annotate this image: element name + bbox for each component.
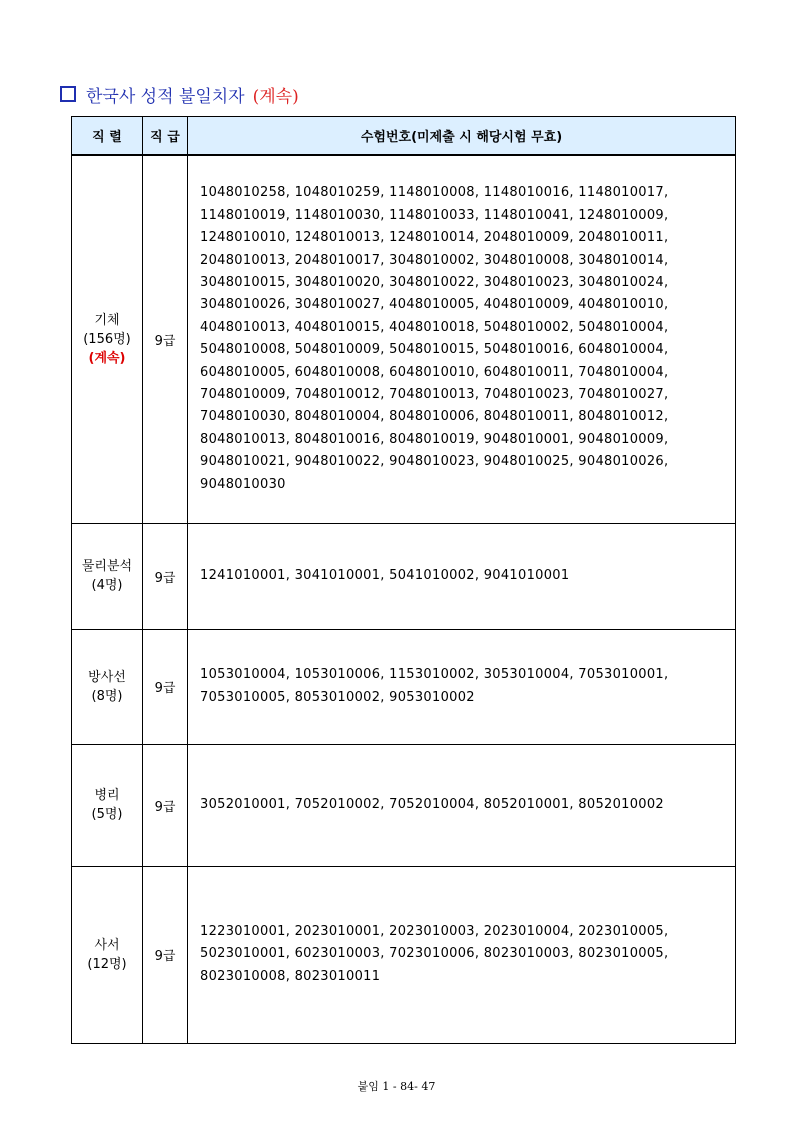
- numbers-line: 7048010009, 7048010012, 7048010013, 7048010023, 7048010027,: [200, 387, 669, 403]
- numbers-cell: [188, 523, 736, 629]
- numbers-line: 9048010021, 9048010022, 9048010023, 9048010025, 9048010026,: [200, 454, 669, 470]
- numbers-line: 8048010013, 8048010016, 8048010019, 9048010001, 9048010009,: [200, 431, 669, 447]
- job-count: (156명): [83, 331, 131, 347]
- numbers-cell: [188, 866, 736, 1043]
- numbers-line: 2048010013, 2048010017, 3048010002, 3048010008, 3048010014,: [200, 252, 669, 268]
- numbers-line: 3052010001, 7052010002, 7052010004, 8052010001, 8052010002: [200, 796, 665, 812]
- grade-cell: 9급: [143, 155, 188, 523]
- numbers-cell: [188, 629, 736, 744]
- table-row: [72, 523, 736, 629]
- job-count: (8명): [91, 688, 123, 704]
- numbers-line: 3048010015, 3048010020, 3048010022, 3048010023, 3048010024,: [200, 275, 669, 291]
- job-cell: [72, 744, 143, 866]
- checkbox-square-icon: [60, 86, 76, 102]
- table-row: [72, 155, 736, 523]
- job-name: 병리: [94, 788, 120, 803]
- numbers-line: 1223010001, 2023010001, 2023010003, 2023010004, 2023010005,: [200, 923, 669, 939]
- numbers-line: 1248010010, 1248010013, 1248010014, 2048010009, 2048010011,: [200, 230, 669, 246]
- job-cell: [72, 523, 143, 629]
- grade-cell: 9급: [143, 866, 188, 1043]
- heading-title: 한국사 성적 불일치자: [86, 86, 245, 107]
- numbers-line: 5023010001, 6023010003, 7023010006, 8023010003, 8023010005,: [200, 946, 669, 962]
- job-count: (4명): [91, 578, 123, 593]
- table-row: [72, 744, 736, 866]
- job-cell: [72, 866, 143, 1043]
- header-job: 직 렬: [72, 117, 143, 156]
- job-name: 방사선: [88, 669, 126, 685]
- job-continued-note: (계속): [88, 350, 126, 366]
- job-name: 사서: [94, 937, 120, 953]
- heading-continued: (계속): [252, 86, 299, 107]
- job-name: 물리분석: [81, 559, 133, 574]
- grade-cell: 9급: [143, 523, 188, 629]
- job-count: (12명): [87, 956, 127, 972]
- header-grade: 직 급: [143, 117, 188, 156]
- numbers-line: 8023010008, 8023010011: [200, 968, 381, 984]
- table-row: [72, 629, 736, 744]
- numbers-line: 9048010030: [200, 476, 286, 492]
- job-cell: [72, 629, 143, 744]
- numbers-line: 4048010013, 4048010015, 4048010018, 5048010002, 5048010004,: [200, 319, 669, 335]
- grade-cell: 9급: [143, 629, 188, 744]
- numbers-cell: [188, 744, 736, 866]
- numbers-line: 7048010030, 8048010004, 8048010006, 8048010011, 8048010012,: [200, 409, 669, 425]
- job-count: (5명): [91, 807, 123, 822]
- numbers-line: 1048010258, 1048010259, 1148010008, 1148010016, 1148010017,: [200, 185, 669, 201]
- numbers-line: 5048010008, 5048010009, 5048010015, 5048010016, 6048010004,: [200, 342, 669, 358]
- numbers-line: 7053010005, 8053010002, 9053010002: [200, 689, 475, 705]
- table-row: [72, 866, 736, 1043]
- results-table: [71, 116, 736, 1044]
- job-cell: [72, 155, 143, 523]
- numbers-line: 6048010005, 6048010008, 6048010010, 6048010011, 7048010004,: [200, 364, 669, 380]
- numbers-line: 3048010026, 3048010027, 4048010005, 4048010009, 4048010010,: [200, 297, 669, 313]
- numbers-line: 1241010001, 3041010001, 5041010002, 9041010001: [200, 567, 570, 583]
- header-numbers: 수험번호(미제출 시 해당시험 무효): [188, 117, 736, 156]
- numbers-cell: [188, 155, 736, 523]
- section-heading: [60, 80, 299, 108]
- table-header-row: [72, 117, 736, 156]
- numbers-line: 1148010019, 1148010030, 1148010033, 1148010041, 1248010009,: [200, 207, 669, 223]
- job-name: 기체: [94, 312, 120, 328]
- page-footer: 붙임 1 - 84- 47: [357, 1080, 436, 1093]
- grade-cell: 9급: [143, 744, 188, 866]
- numbers-line: 1053010004, 1053010006, 1153010002, 3053010004, 7053010001,: [200, 667, 669, 683]
